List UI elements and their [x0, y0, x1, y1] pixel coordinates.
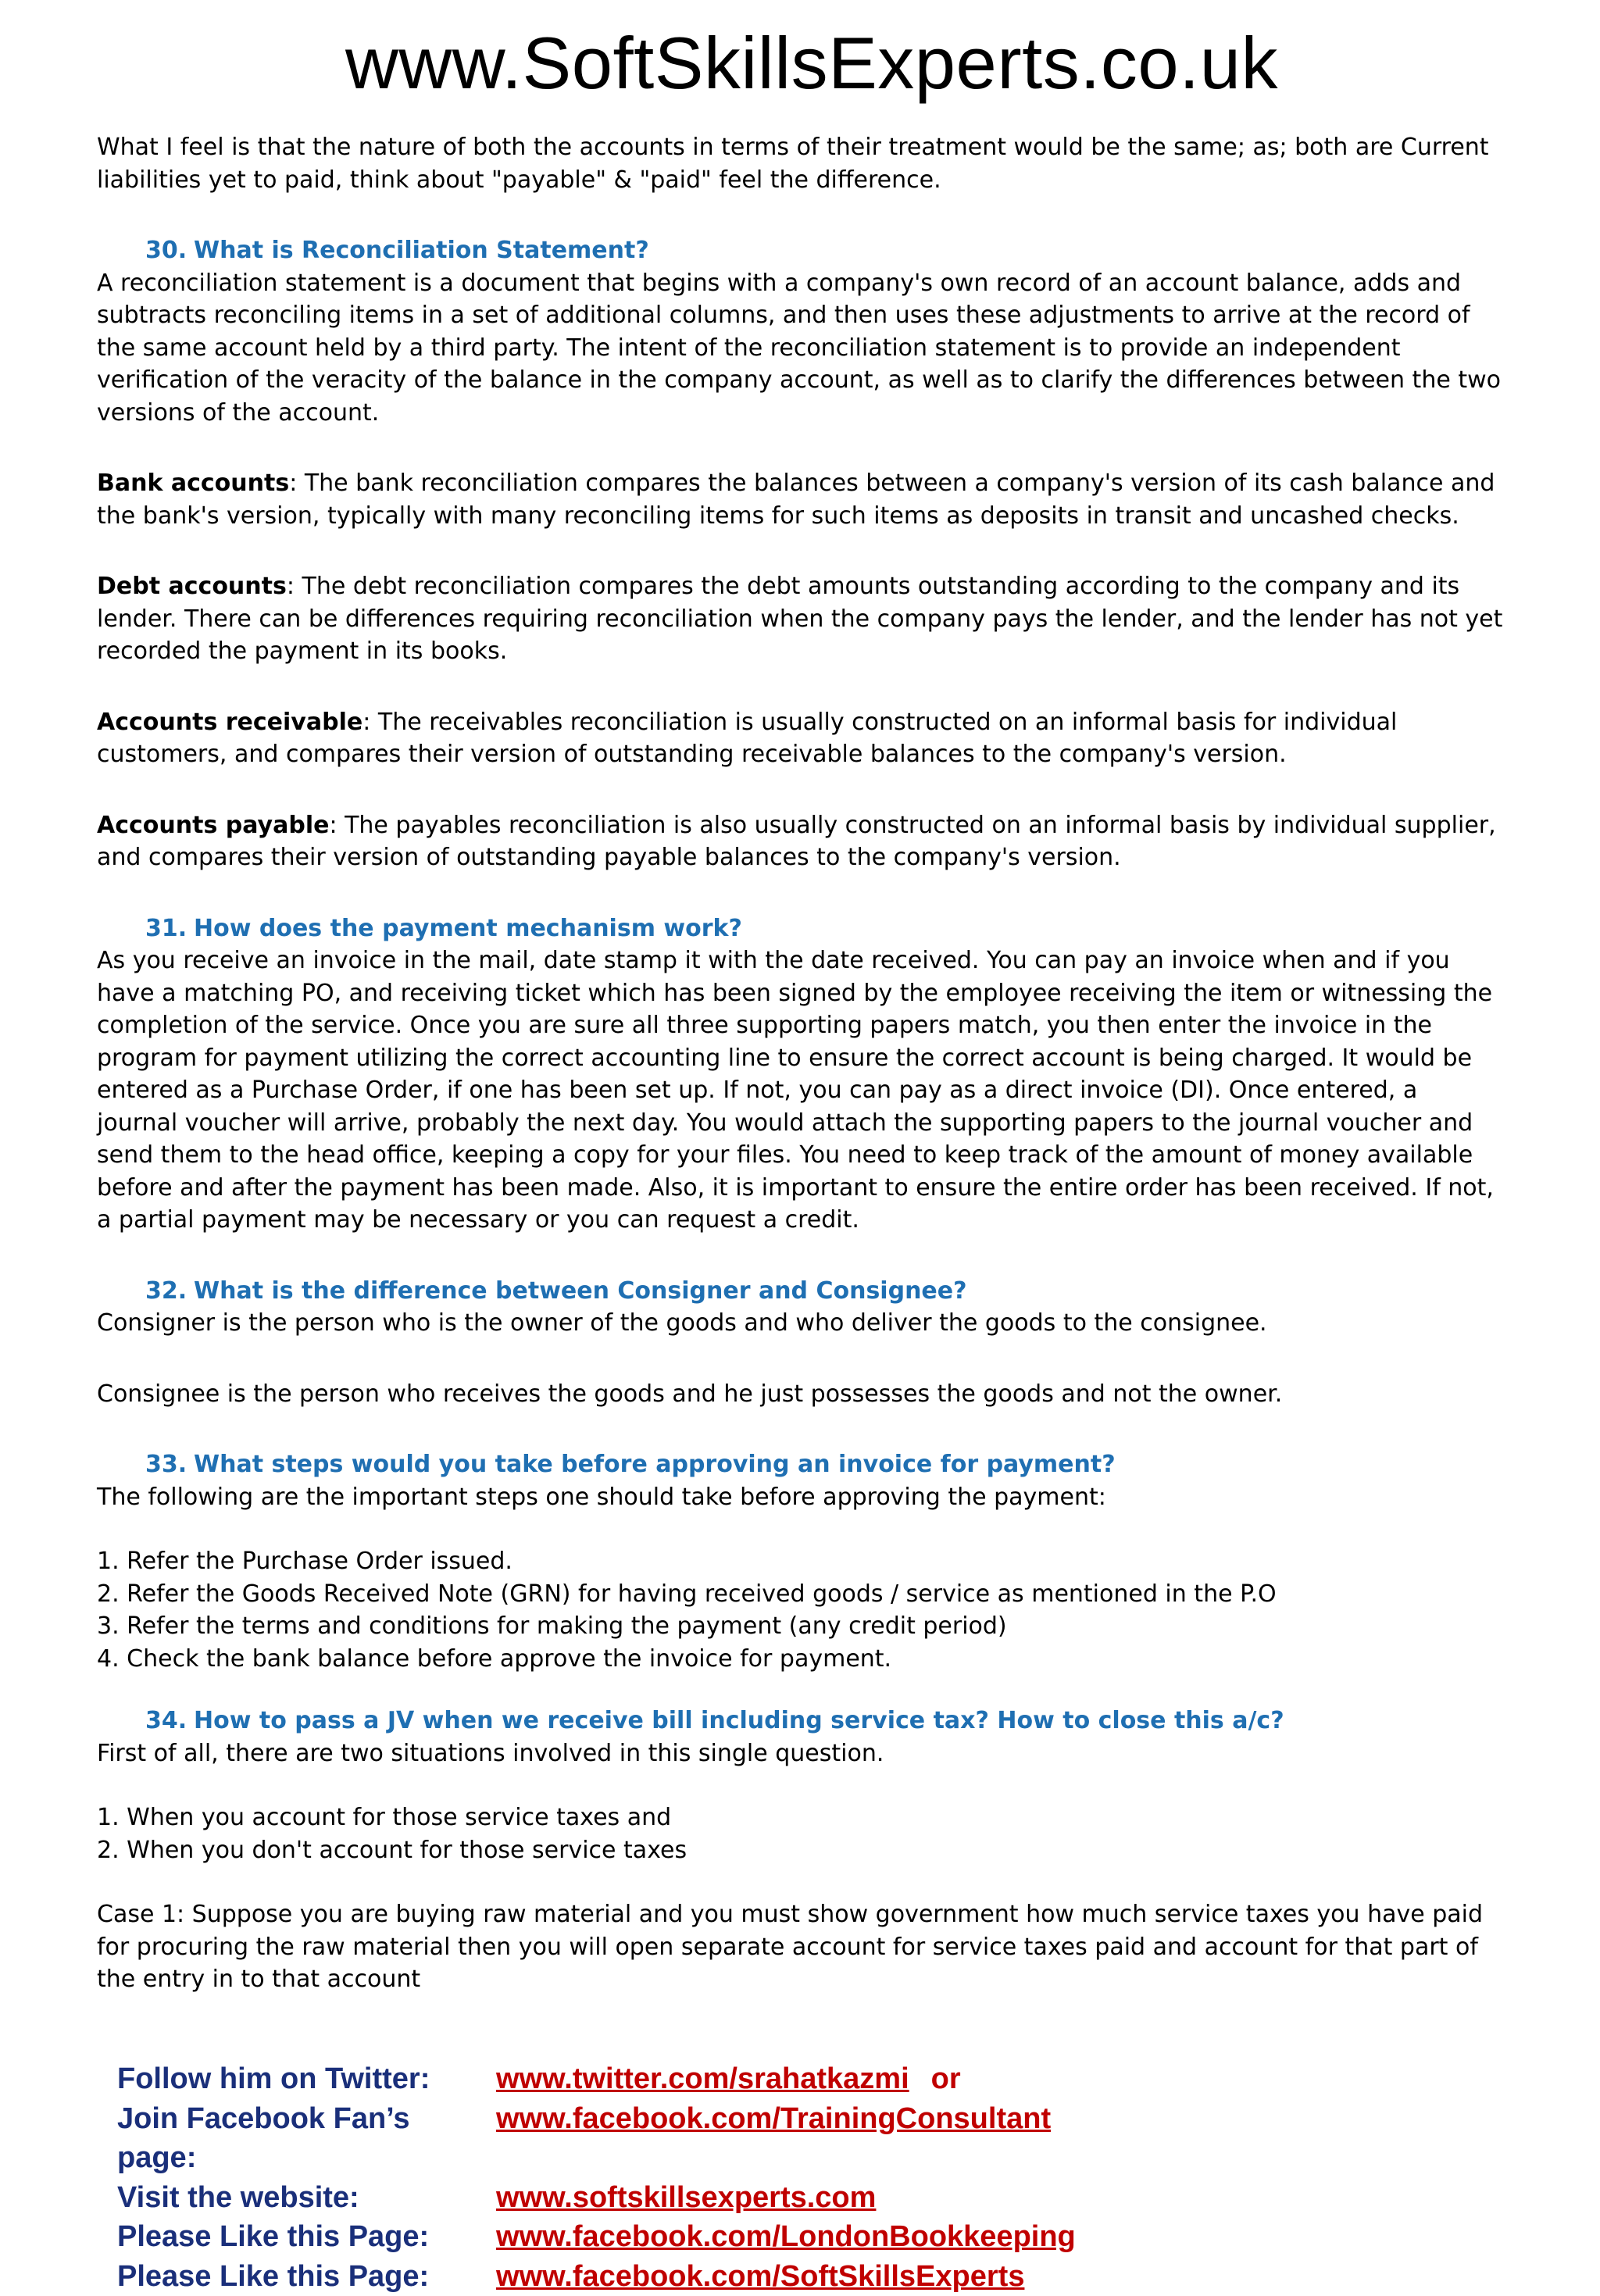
case-item: 1. When you account for those service taxes and — [97, 1801, 1503, 1834]
website-link[interactable]: www.softskillsexperts.com — [496, 2178, 876, 2218]
question-33-heading: 33. What steps would you take before approving an invoice for payment? — [97, 1448, 1503, 1481]
bank-accounts-paragraph: Bank accounts: The bank reconciliation compares the balances between a company's version of its cash balance and the bank's version, typically with many reconciling items for such items as deposits in transit and uncashed checks. — [97, 467, 1503, 532]
case-item: 2. When you don't account for those service taxes — [97, 1834, 1503, 1867]
consignee-paragraph: Consignee is the person who receives the goods and he just possesses the goods and not the owner. — [97, 1378, 1503, 1411]
footer-label: Please Like this Page: — [117, 2217, 496, 2257]
accounts-payable-paragraph: Accounts payable: The payables reconciliation is also usually constructed on an informal basis by individual supplier, and compares their version of outstanding payable balances to the company's version. — [97, 809, 1503, 874]
footer-label: Visit the website: — [117, 2178, 496, 2218]
footer-label: Follow him on Twitter: — [117, 2059, 496, 2099]
step-item: 4. Check the bank balance before approve the invoice for payment. — [97, 1643, 1503, 1676]
footer-row-twitter — [117, 2059, 1523, 2099]
footer-row-facebook-fan — [117, 2099, 1523, 2178]
case-1-paragraph: Case 1: Suppose you are buying raw material and you must show government how much service taxes you have paid for procuring the raw material then you will open separate account for service taxes paid and account for that part of the entry in to that account — [97, 1898, 1503, 1996]
question-30-body: A reconciliation statement is a document that begins with a company's own record of an account balance, adds and subtracts reconciling items in a set of additional columns, and then uses these adjustments to arrive at the record of the same account held by a third party. The intent of the reconciliation statement is to provide an independent verification of the veracity of the balance in the company account, as well as to clarify the differences between the two versions of the account. — [97, 267, 1503, 430]
consigner-paragraph: Consigner is the person who is the owner of the goods and who deliver the goods to the consignee. — [97, 1307, 1503, 1340]
question-33-intro: The following are the important steps one should take before approving the payment: — [97, 1481, 1503, 1514]
debt-accounts-paragraph: Debt accounts: The debt reconciliation compares the debt amounts outstanding according to the company and its lender. There can be differences requiring reconciliation when the company pays the lender, and the lender has not yet recorded the payment in its books. — [97, 570, 1503, 668]
intro-paragraph: What I feel is that the nature of both the accounts in terms of their treatment would be the same; as; both are Current liabilities yet to paid, think about "payable" & "paid" feel the difference. — [97, 131, 1503, 196]
facebook-london-bookkeeping-link[interactable]: www.facebook.com/LondonBookkeeping — [496, 2217, 1076, 2257]
facebook-training-link[interactable]: www.facebook.com/TrainingConsultant — [496, 2099, 1051, 2139]
accounts-receivable-paragraph: Accounts receivable: The receivables reconciliation is usually constructed on an informal basis for individual customers, and compares their version of outstanding receivable balances to the company's version. — [97, 706, 1503, 771]
facebook-softskills-link[interactable]: www.facebook.com/SoftSkillsExperts — [496, 2257, 1024, 2296]
question-30-heading: 30. What is Reconciliation Statement? — [97, 234, 1503, 267]
footer-row-london-bookkeeping — [117, 2217, 1523, 2257]
question-31-body: As you receive an invoice in the mail, date stamp it with the date received. You can pay an invoice when and if you have a matching PO, and receiving ticket which has been signed by the employee receiving the item or witnessing the completion of the service. Once you are sure all three supporting papers match, you then enter the invoice in the program for payment utilizing the correct accounting line to ensure the correct account is being charged. It would be entered as a Purchase Order, if one has been set up. If not, you can pay as a direct invoice (DI). Once entered, a journal voucher will arrive, probably the next day. You would attach the supporting papers to the journal voucher and send them to the head office, keeping a copy for your files. You need to keep track of the amount of money available before and after the payment has been made. Also, it is important to ensure the entire order has been received. If not, a partial payment may be necessary or you can request a credit. — [97, 944, 1503, 1237]
step-item: 3. Refer the terms and conditions for making the payment (any credit period) — [97, 1610, 1503, 1643]
footer-or-text: or — [931, 2059, 961, 2099]
twitter-link[interactable]: www.twitter.com/srahatkazmi — [496, 2059, 909, 2099]
step-item: 1. Refer the Purchase Order issued. — [97, 1545, 1503, 1578]
question-32-heading: 32. What is the difference between Consigner and Consignee? — [97, 1275, 1503, 1308]
question-34-heading: 34. How to pass a JV when we receive bill including service tax? How to close this a/c? — [97, 1705, 1503, 1737]
question-31-heading: 31. How does the payment mechanism work? — [97, 912, 1503, 945]
footer-row-softskills — [117, 2257, 1523, 2296]
document-body — [97, 131, 1503, 1996]
footer-label: Please Like this Page: — [117, 2257, 496, 2296]
footer-label: Join Facebook Fan’s page: — [117, 2099, 496, 2178]
footer-row-website — [117, 2178, 1523, 2218]
step-item: 2. Refer the Goods Received Note (GRN) for having received goods / service as mentioned in the P.O — [97, 1578, 1503, 1611]
footer-links — [117, 2059, 1523, 2296]
question-34-intro: First of all, there are two situations involved in this single question. — [97, 1737, 1503, 1770]
site-title: www.SoftSkillsExperts.co.uk — [0, 20, 1600, 106]
